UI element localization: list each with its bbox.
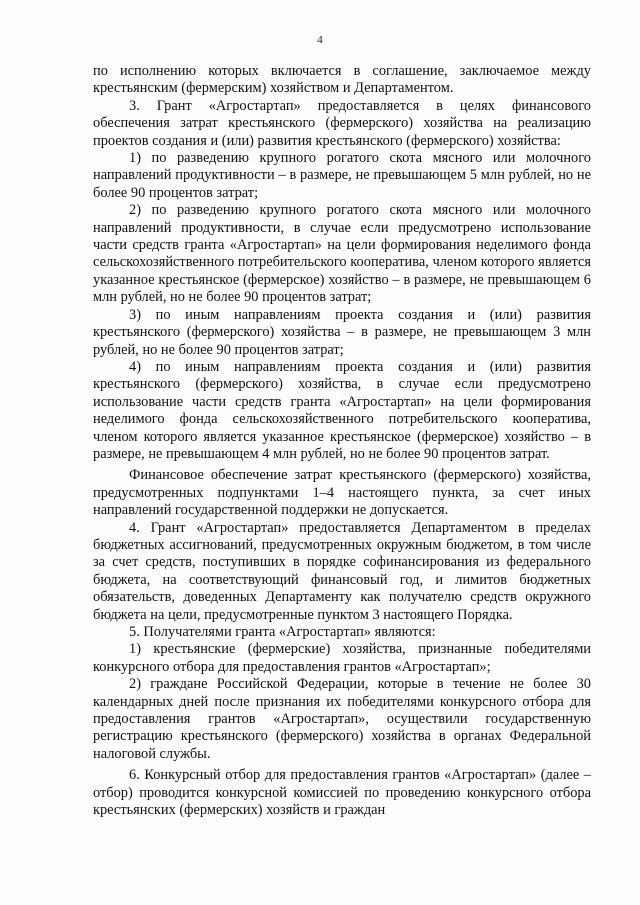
paragraph-continuation: по исполнению которых включается в соглашение, заключаемое между крестьянским (фермерским) хозяйством и Департаментом. <box>93 63 591 97</box>
paragraph-item-6: 6. Конкурсный отбор для предоставления грантов «Агростартап» (далее – отбор) проводится конкурсной комиссией по проведению конкурсного отбора крестьянских (фермерских) хозяйств и граждан <box>93 767 591 819</box>
paragraph-recipient-2: 2) граждане Российской Федерации, которые в течение не более 30 календарных дней после признания их победителями конкурсного отбора для предоставления грантов «Агростартап», осуществили государственную регистрацию крестьянского (фермерского) хозяйства в органах Федеральной налоговой службы. <box>93 676 591 762</box>
paragraph-item-5: 5. Получателями гранта «Агростартап» являются: <box>129 624 436 640</box>
page-number: 4 <box>317 34 323 46</box>
paragraph-financing-note: Финансовое обеспечение затрат крестьянского (фермерского) хозяйства, предусмотренных подпунктами 1–4 настоящего пункта, за счет иных направлений государственной поддержки не допускается. <box>93 467 591 519</box>
paragraph-subitem-2: 2) по разведению крупного рогатого скота мясного или молочного направлений продуктивности, в случае если предусмотрено использование части средств гранта «Агростартап» на цели формирования неделимого фонда сельскохозяйственного потребительского кооператива, членом которого является указанное крестьянское (фермерское) хозяйство – в размере, не превышающем 6 млн рублей, но не более 90 процентов затрат; <box>93 202 591 306</box>
paragraph-item-3: 3. Грант «Агростартап» предоставляется в целях финансового обеспечения затрат крестьянского (фермерского) хозяйства на реализацию проектов создания и (или) развития крестьянского (фермерского) хозяйства: <box>93 97 591 149</box>
document-body <box>93 63 591 819</box>
paragraph-subitem-3: 3) по иным направлениям проекта создания и (или) развития крестьянского (фермерского) хозяйства – в размере, не превышающем 3 млн рублей, но не более 90 процентов затрат; <box>93 306 591 358</box>
paragraph-recipient-1: 1) крестьянские (фермерские) хозяйства, признанные победителями конкурсного отбора для предоставления грантов «Агростартап»; <box>93 641 591 675</box>
paragraph-subitem-4: 4) по иным направлениям проекта создания и (или) развития крестьянского (фермерского) хозяйства, в случае если предусмотрено использование части средств гранта «Агростартап» на цели формирования неделимого фонда сельскохозяйственного потребительского кооператива, членом которого является указанное крестьянское (фермерское) хозяйство – в размере, не превышающем 4 млн рублей, но не более 90 процентов затрат. <box>93 358 591 462</box>
paragraph-subitem-1: 1) по разведению крупного рогатого скота мясного или молочного направлений продуктивности – в размере, не превышающем 5 млн рублей, но не более 90 процентов затрат; <box>93 150 591 201</box>
paragraph-item-4: 4. Грант «Агростартап» предоставляется Департаментом в пределах бюджетных ассигнований, предусмотренных окружным бюджетом, в том числе за счет средств, поступивших в порядке софинансирования из федерального бюджета, на соответствующий финансовый год, и лимитов бюджетных обязательств, доведенных Департаменту как получателю средств окружного бюджета на цели, предусмотренные пунктом 3 настоящего Порядка. <box>93 519 591 623</box>
